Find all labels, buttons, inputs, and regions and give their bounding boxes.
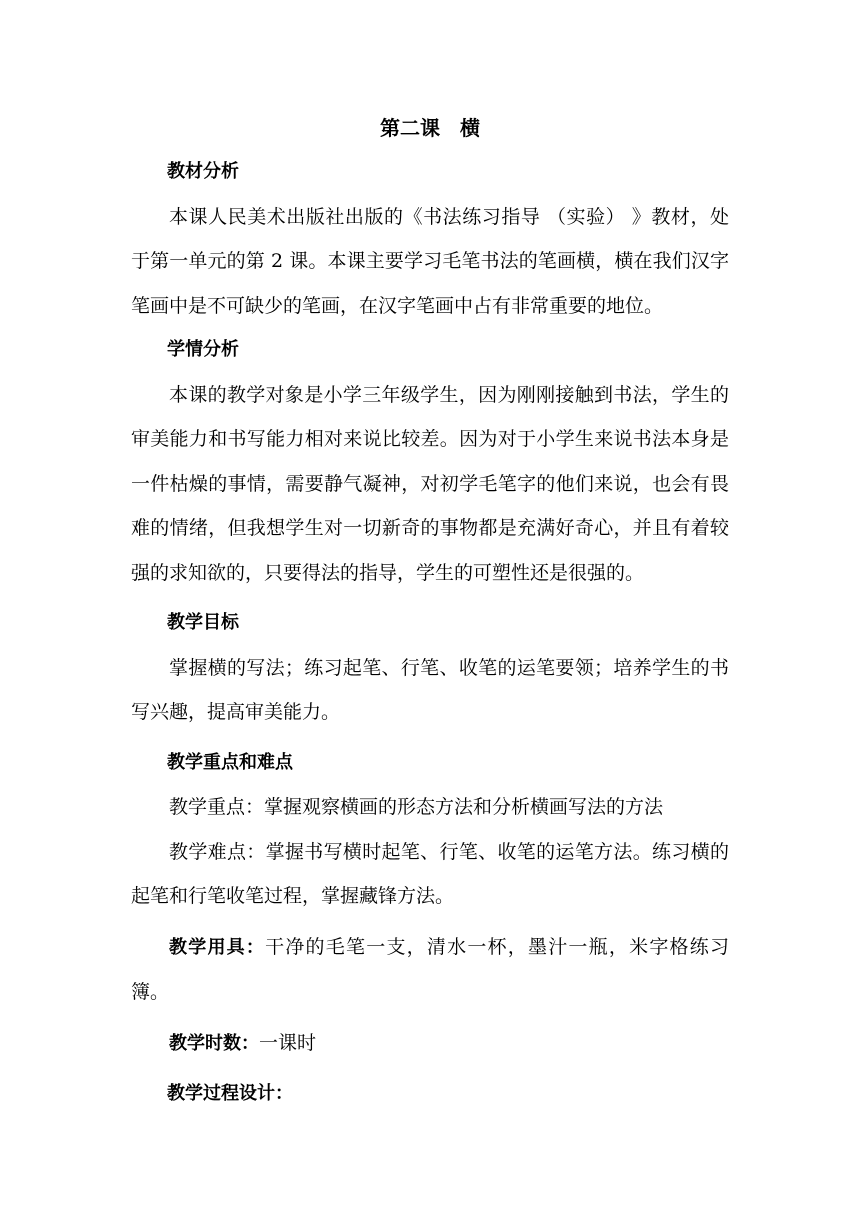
paragraph-goals: 掌握横的写法；练习起笔、行笔、收笔的运笔要领；培养学生的书写兴趣，提高审美能力。 [131,656,729,723]
paragraph-material: 本课人民美术出版社出版的《书法练习指导 （实验） 》教材，处于第一单元的第 2 课。本课主要学习毛笔书法的笔画横，横在我们汉字笔画中是不可缺少的笔画，在汉字笔画中占有非常重要的地位。 [131,205,729,317]
paragraph-difficulty: 教学难点：掌握书写横时起笔、行笔、收笔的运笔方法。练习横的起笔和行笔收笔过程，掌握藏锋方法。 [131,840,729,907]
paragraph-tools [131,925,729,1015]
paragraph-hours [131,1021,729,1067]
section-heading-material: 教材分析 [167,161,239,182]
section-heading-students: 学情分析 [167,339,239,360]
section-heading-goals: 教学目标 [167,612,239,633]
tools-text: 干净的毛笔一支，清水一杯，墨汁一瓶，米字格练习簿。 [131,935,729,1003]
document-body [131,150,729,1117]
section-heading-key-points: 教学重点和难点 [167,751,293,773]
hours-label: 教学时数： [169,1032,259,1054]
paragraph-focus: 教学重点：掌握观察横画的形态方法和分析横画写法的方法 [169,796,664,818]
paragraph-students: 本课的教学对象是小学三年级学生，因为刚刚接触到书法，学生的审美能力和书写能力相对来说比较差。因为对于小学生来说书法本身是一件枯燥的事情，需要静气凝神，对初学毛笔字的他们来说，也会有畏难的情绪，但我想学生对一切新奇的事物都是充满好奇心，并且有着较强的求知欲的，只要得法的指导，学生的可塑性还是很强的。 [131,383,729,584]
section-heading-process: 教学过程设计： [167,1083,293,1104]
hours-text: 一课时 [259,1031,317,1054]
tools-label: 教学用具： [169,936,266,958]
page-title: 第二课 横 [380,116,480,140]
